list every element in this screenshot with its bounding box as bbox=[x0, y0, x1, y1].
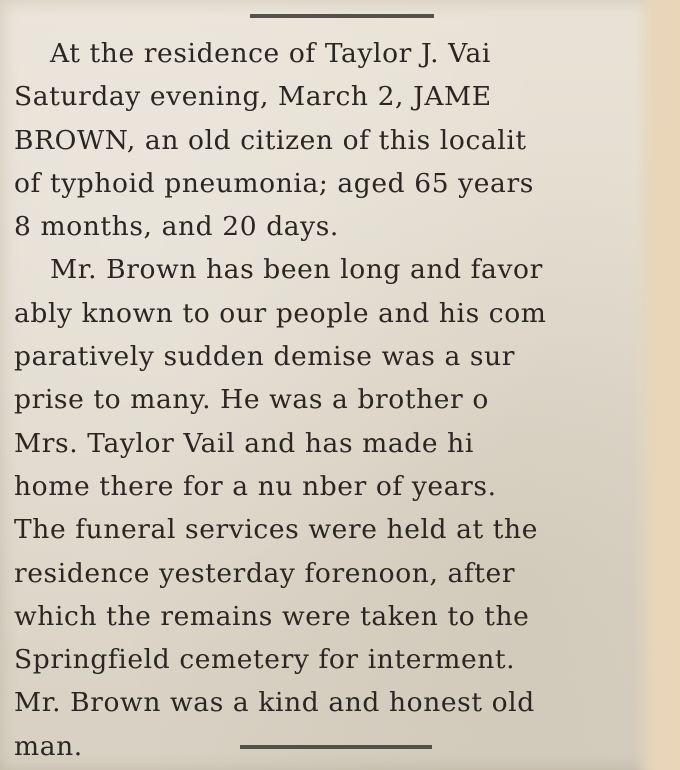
text-line: residence yesterday forenoon, after bbox=[14, 557, 516, 589]
text-line: which the remains were taken to the bbox=[14, 600, 530, 632]
text-line: home there for a nu nber of years. bbox=[14, 470, 497, 502]
text-line: Mrs. Taylor Vail and has made hi bbox=[14, 427, 474, 459]
text-line: At the residence of Taylor J. Vai bbox=[50, 38, 491, 69]
text-line: BROWN, an old citizen of this localit bbox=[14, 124, 527, 156]
text-line: ably known to our people and his com bbox=[14, 297, 547, 329]
text-line: Mr. Brown has been long and favor bbox=[50, 254, 543, 286]
text-line: paratively sudden demise was a sur bbox=[14, 341, 516, 373]
text-line: prise to many. He was a brother o bbox=[14, 384, 489, 416]
bottom-rule bbox=[240, 745, 432, 749]
text-line: 8 months, and 20 days. bbox=[14, 211, 339, 243]
top-rule bbox=[250, 14, 434, 18]
torn-edge bbox=[634, 0, 658, 770]
obituary-text bbox=[14, 32, 658, 768]
text-line: of typhoid pneumonia; aged 65 years bbox=[14, 167, 534, 199]
text-line: man. bbox=[14, 730, 83, 762]
text-line: Springfield cemetery for interment. bbox=[14, 644, 516, 676]
text-line: The funeral services were held at the bbox=[14, 514, 539, 546]
text-line: Saturday evening, March 2, JAME bbox=[14, 81, 492, 113]
text-line: Mr. Brown was a kind and honest old bbox=[14, 687, 535, 719]
